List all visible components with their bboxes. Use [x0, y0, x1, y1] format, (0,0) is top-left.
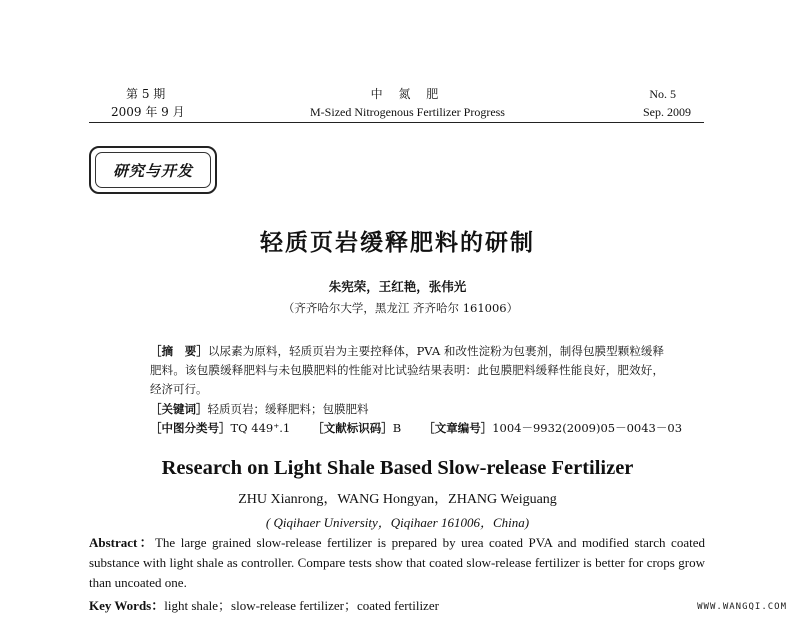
keywords-en — [89, 596, 705, 616]
journal-name-en: M-Sized Nitrogenous Fertilizer Progress — [310, 105, 505, 119]
article-title-cn: 轻质页岩缓释肥料的研制 — [260, 230, 535, 256]
abstract-label-cn: ［摘 要］ — [150, 344, 208, 358]
clc-value: TQ 449⁺.1 — [230, 421, 291, 435]
abstract-text-cn: 以尿素为原料，轻质页岩为主要控释体，PVA 和改性淀粉为包裹剂，制得包膜型颗粒缓释肥料。该包膜缓释肥料与未包膜肥料的性能对比试验结果表明：此包膜肥料缓释性能良好，肥效好，经济可行。 — [150, 344, 665, 396]
keywords-cn — [150, 400, 664, 419]
affiliation-cn: （齐齐哈尔大学，黑龙江 齐齐哈尔 161006） — [282, 301, 519, 315]
article-no-value: 1004－9932(2009)05－0043－03 — [492, 421, 683, 435]
clc-label: ［中图分类号］ — [150, 421, 231, 435]
authors-en: ZHU Xianrong，WANG Hongyan，ZHANG Weiguang — [238, 492, 557, 507]
issue-date-cn: 2009 年 9 月 — [111, 105, 185, 119]
issue-date-en: Sep. 2009 — [643, 105, 691, 119]
abstract-text-en: The large grained slow-release fertilizer is prepared by urea coated PVA and modified starch coated substance with light shale as controller. Compare tests show that coated slow-release fertilizer is better for crops grow than uncoated one. — [89, 535, 705, 590]
keywords-label-en: Key Words： — [89, 598, 165, 613]
section-label: 研究与开发 — [95, 152, 211, 188]
keywords-label-cn: ［关键词］ — [150, 402, 208, 416]
doc-code-value: B — [392, 421, 402, 435]
issue-number-cn: 第 5 期 — [126, 87, 166, 101]
authors-cn: 朱宪荣，王红艳，张伟光 — [328, 279, 467, 294]
keywords-text-en: light shale；slow-release fertilizer；coated fertilizer — [164, 598, 439, 613]
abstract-en — [89, 533, 705, 593]
header-rule — [89, 122, 704, 123]
issue-number-en: No. 5 — [649, 87, 676, 101]
site-watermark: WWW.WANGQI.COM — [697, 602, 787, 612]
article-title-en: Research on Light Shale Based Slow-release Fertilizer — [161, 457, 634, 479]
keywords-text-cn: 轻质页岩；缓释肥料；包膜肥料 — [207, 402, 369, 416]
article-no-label: ［文章编号］ — [423, 421, 493, 435]
affiliation-en: ( Qiqihaer University，Qiqihaer 161006，China) — [265, 515, 530, 530]
journal-name-cn: 中 氮 肥 — [370, 87, 445, 101]
classification-line — [150, 419, 683, 438]
abstract-cn — [150, 342, 664, 399]
section-badge — [89, 146, 217, 194]
abstract-label-en: Abstract： — [89, 535, 155, 550]
doc-code-label: ［文献标识码］ — [312, 421, 393, 435]
